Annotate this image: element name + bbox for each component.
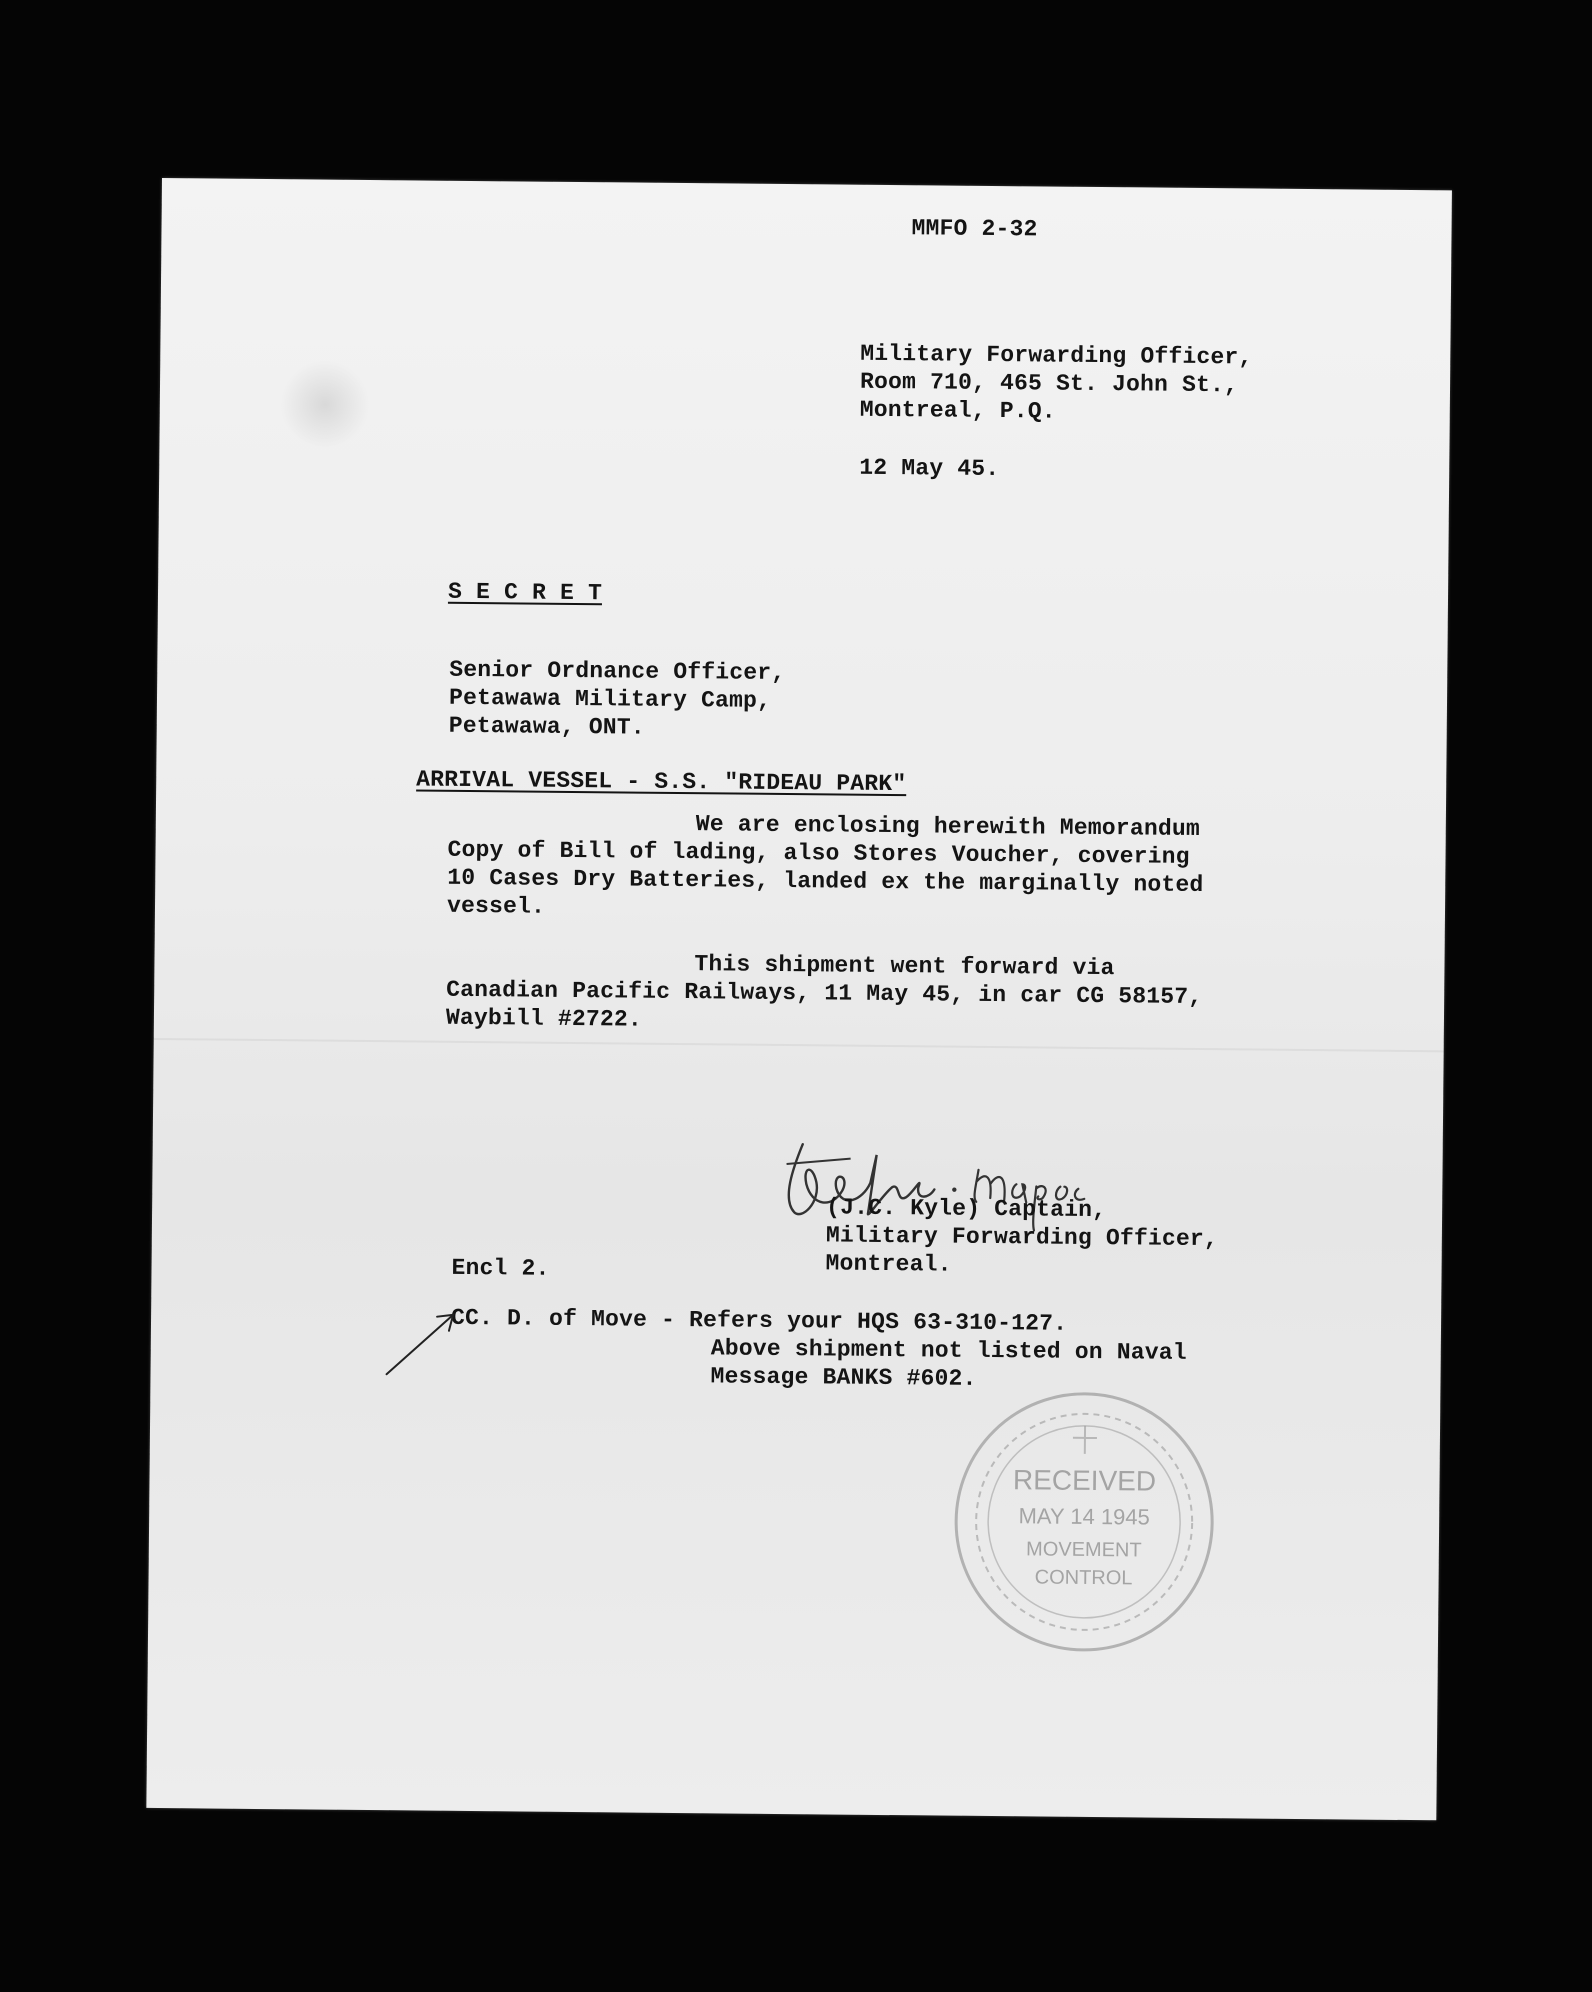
fold-line (154, 1038, 1444, 1052)
stamp-line-3: MOVEMENT (1025, 1538, 1142, 1562)
file-reference: MMFO 2-32 (911, 215, 1038, 243)
letter-date: 12 May 45. (859, 454, 1000, 483)
paragraph-1-line-2: Copy of Bill of lading, also Stores Voucher, covering (447, 836, 1190, 870)
subject-line: ARRIVAL VESSEL - S.S. "RIDEAU PARK" (416, 766, 907, 798)
paragraph-1-line-3: 10 Cases Dry Batteries, landed ex the marginally noted (447, 864, 1204, 899)
signature-block-line-3: Montreal. (825, 1250, 952, 1278)
received-stamp (943, 1381, 1226, 1664)
paragraph-2-line-3: Waybill #2722. (445, 1004, 643, 1033)
paragraph-2-line-2: Canadian Pacific Railways, 11 May 45, in car CG 58157, (446, 976, 1203, 1011)
arrow-icon (380, 1300, 471, 1381)
signature-block-line-1: (J.C. Kyle) Captain, (826, 1194, 1107, 1224)
paragraph-1-line-4: vessel. (446, 892, 546, 920)
stamp-line-4: CONTROL (1034, 1566, 1133, 1590)
sender-address-line-1: Military Forwarding Officer, (860, 340, 1253, 371)
signature-block-line-2: Military Forwarding Officer, (825, 1222, 1219, 1253)
addressee-line-2: Petawawa Military Camp, (448, 684, 772, 714)
enclosure-note: Encl 2. (451, 1254, 550, 1282)
addressee-line-1: Senior Ordnance Officer, (449, 656, 786, 687)
paragraph-2-line-1: This shipment went forward via (694, 951, 1115, 982)
letter-page (146, 178, 1452, 1820)
sender-address-line-2: Room 710, 465 St. John St., (859, 368, 1239, 399)
stamp-line-1: RECEIVED (1012, 1464, 1157, 1497)
cc-line: CC. D. of Move - Refers your HQS 63-310-127. (450, 1304, 1068, 1337)
smudge (279, 359, 370, 450)
classification-heading: S E C R E T (447, 578, 603, 607)
stamp-line-2: MAY 14 1945 (1018, 1503, 1150, 1530)
cc-line-3: Message BANKS #602. (710, 1363, 977, 1392)
sender-address-line-3: Montreal, P.Q. (859, 396, 1056, 425)
paragraph-1-line-1: We are enclosing herewith Memorandum (695, 811, 1201, 842)
cc-line-2: Above shipment not listed on Naval (710, 1335, 1187, 1366)
addressee-line-3: Petawawa, ONT. (448, 712, 645, 741)
